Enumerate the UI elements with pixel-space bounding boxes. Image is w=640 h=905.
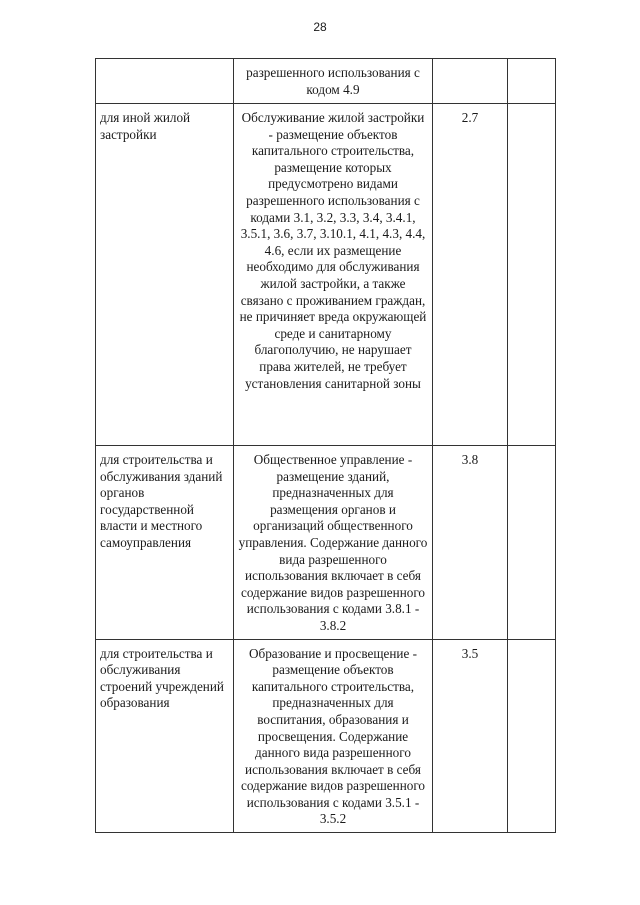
permitted-use-code: 3.8 [433, 446, 508, 640]
permitted-use-name: для строительства и обслуживания строений учреждений образования [96, 639, 234, 833]
permitted-use-description: разрешенного использования с кодом 4.9 [234, 59, 433, 104]
permitted-use-description: Обслуживание жилой застройки - размещение объектов капитального строительства, размещение которых предусмотрено видами разрешенного использования с кодами 3.1, 3.2, 3.3, 3.4, 3.4.1, 3.5.1, 3.6, 3.7, 3.10.1, 4.1, 4.3, 4.4, 4.6, если их размещение необходимо для обслуживания жилой застройки, а также связано с проживанием граждан, не причиняет вреда окружающей среде и санитарному благополучию, не нарушает права жителей, не требует установления санитарной зоны [234, 104, 433, 446]
table-row [96, 59, 556, 104]
permitted-use-name [96, 59, 234, 104]
page-number: 28 [313, 20, 327, 34]
permitted-use-description: Общественное управление - размещение зданий, предназначенных для размещения органов и организаций общественного управления. Содержание данного вида разрешенного использования включает в себя содержание видов разрешенного использования с кодами 3.8.1 - 3.8.2 [234, 446, 433, 640]
permitted-use-code: 3.5 [433, 639, 508, 833]
land-use-table [95, 58, 556, 833]
extra-cell [508, 104, 556, 446]
table-row [96, 104, 556, 446]
extra-cell [508, 59, 556, 104]
permitted-use-code [433, 59, 508, 104]
permitted-use-name: для иной жилой застройки [96, 104, 234, 446]
table-row [96, 639, 556, 833]
permitted-use-description: Образование и просвещение - размещение объектов капитального строительства, предназначенных для воспитания, образования и просвещения. Содержание данного вида разрешенного использования включает в себя содержание видов разрешенного использования с кодами 3.5.1 - 3.5.2 [234, 639, 433, 833]
permitted-use-name: для строительства и обслуживания зданий органов государственной власти и местного самоуправления [96, 446, 234, 640]
extra-cell [508, 446, 556, 640]
extra-cell [508, 639, 556, 833]
table-row [96, 446, 556, 640]
permitted-use-code: 2.7 [433, 104, 508, 446]
